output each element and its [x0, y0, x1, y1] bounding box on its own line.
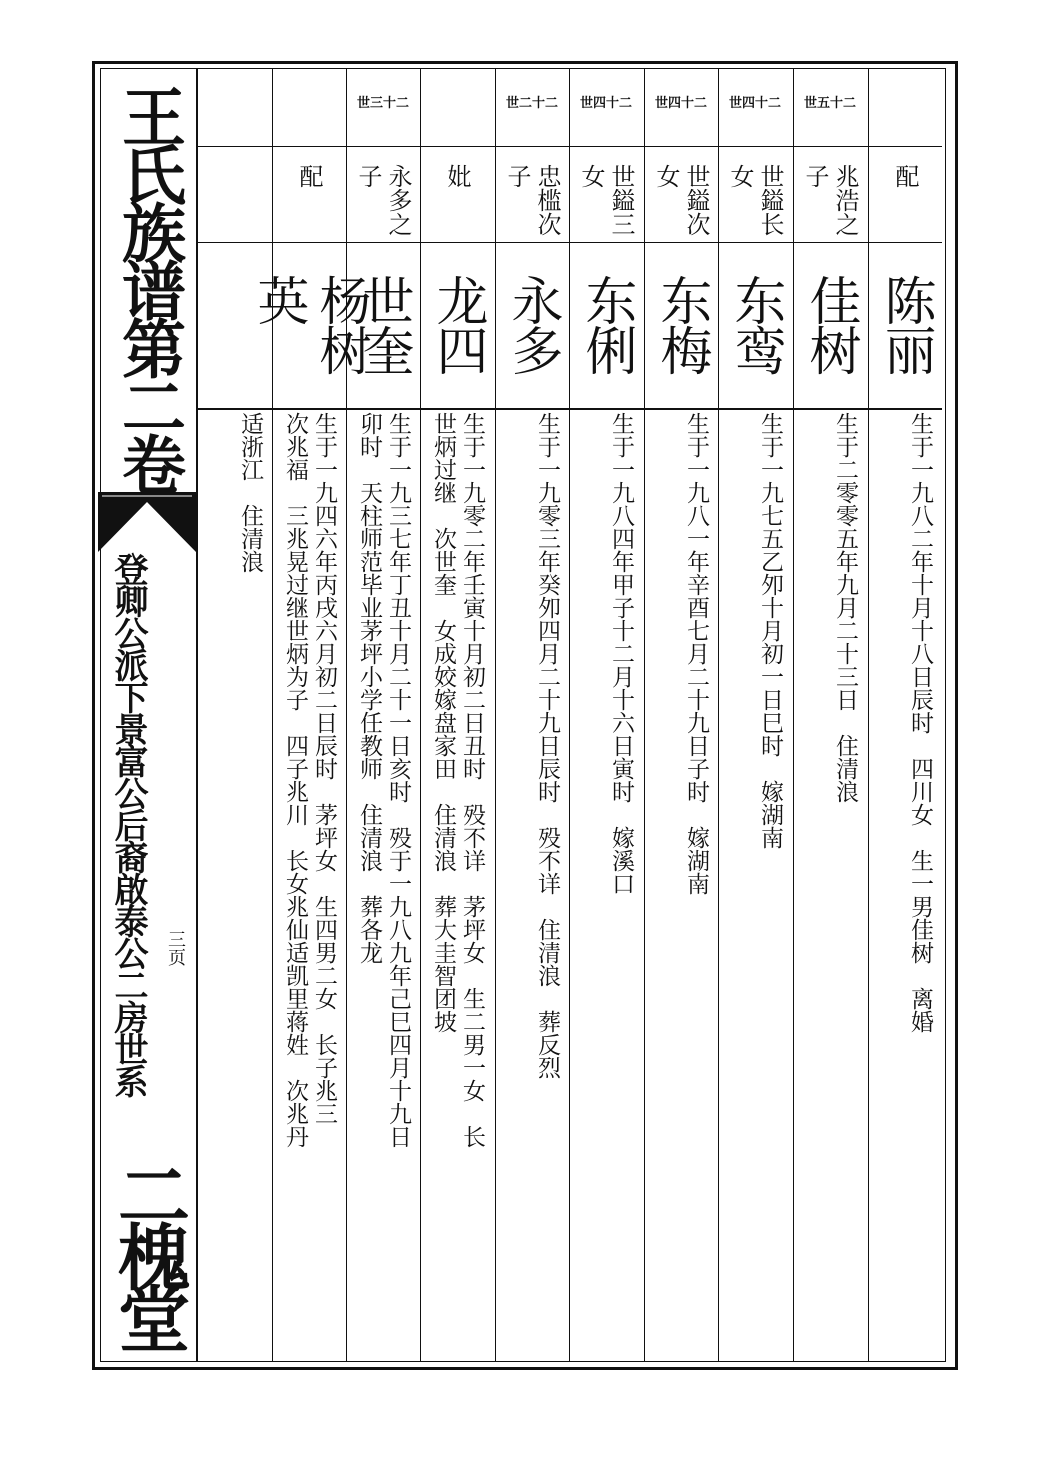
relation-label: 配	[891, 164, 919, 188]
member-column	[495, 68, 569, 1362]
name-cell	[868, 274, 942, 408]
member-name: 世奎	[353, 274, 413, 374]
member-name: 东俐	[576, 274, 636, 374]
lineage-heading: 登卿公派下景富公后裔啟泰公二房世系	[108, 552, 148, 1096]
relation-label: 世鎰三女	[577, 164, 635, 236]
member-column	[793, 68, 867, 1362]
member-name: 佳树	[800, 274, 860, 374]
member-biography: 生于一九七五乙夘十月初一日巳时 嫁湖南	[757, 412, 783, 849]
member-column	[420, 68, 494, 1362]
member-column	[569, 68, 643, 1362]
genealogy-table	[198, 68, 942, 1362]
name-cell	[644, 274, 718, 408]
member-biography: 生于一九零二年壬寅十月初二日丑时 殁不详 茅坪女 生二男一女 长 世炳过继 次世奎 女成姣嫁盘家田 住清浪 葬大圭智团坡	[430, 412, 485, 1148]
name-cell	[346, 274, 420, 408]
member-biography: 生于一九四六年丙戌六月初二日辰时 茅坪女 生四男二女 长子兆三 次兆福 三兆晃过继世炳为子 四子兆川 长女兆仙适凯里蒋姓 次兆丹	[282, 412, 337, 1148]
relation-cell	[198, 164, 272, 244]
generation-label: 世四十二	[728, 96, 781, 111]
member-name: 陈丽	[875, 274, 935, 374]
relation-label: 配	[295, 164, 323, 188]
name-cell	[495, 274, 569, 408]
relation-label: 兆浩之子	[801, 164, 859, 236]
relation-cell	[793, 164, 867, 244]
member-column	[198, 68, 272, 1362]
member-name: 东鸾	[725, 274, 785, 374]
relation-label: 世鎰长女	[726, 164, 784, 236]
member-biography: 生于二零零五年九月二十三日 住清浪	[832, 412, 858, 803]
member-column	[868, 68, 942, 1362]
member-name: 东梅	[651, 274, 711, 374]
relation-cell	[569, 164, 643, 244]
generation-label: 世五十二	[803, 96, 856, 111]
relation-cell	[868, 164, 942, 244]
name-cell	[793, 274, 867, 408]
name-cell	[569, 274, 643, 408]
member-biography: 生于一九零三年癸夘四月二十九日辰时 殁不详 住清浪 葬反烈	[534, 412, 560, 1079]
member-column	[718, 68, 792, 1362]
relation-label: 永多之子	[354, 164, 412, 236]
generation-label: 世四十二	[579, 96, 632, 111]
name-cell	[718, 274, 792, 408]
generation-label: 世三十二	[356, 96, 409, 111]
member-biography: 生于一九三七年丁丑十月二十一日亥时 殁于一九八九年己巳四月十九日 卯时 天柱师范毕业茅坪小学任教师 住清浪 葬各龙	[356, 412, 411, 1148]
member-biography: 生于一九八二年十月十八日辰时 四川女 生一男佳树 离婚	[907, 412, 933, 1033]
fish-tail-ornament	[98, 492, 196, 552]
relation-cell	[272, 164, 346, 244]
name-cell	[248, 274, 370, 408]
member-biography: 适浙江 住清浪	[237, 412, 263, 573]
book-title: 王氏族谱第二卷	[111, 84, 186, 490]
generation-label: 世二十二	[505, 96, 558, 111]
member-biography: 生于一九八四年甲子十二月十六日寅时 嫁溪口	[608, 412, 634, 895]
member-name: 杨树英	[248, 274, 370, 374]
member-name: 永多	[502, 274, 562, 374]
hall-name: 二槐堂	[106, 1158, 191, 1344]
member-column	[644, 68, 718, 1362]
name-cell	[420, 274, 494, 408]
relation-cell	[718, 164, 792, 244]
relation-label: 忠槛次子	[503, 164, 561, 236]
generation-label: 世四十二	[654, 96, 707, 111]
member-name: 龙四	[427, 274, 487, 374]
relation-label: 妣	[443, 164, 471, 188]
relation-cell	[346, 164, 420, 244]
page-number: 三页	[165, 930, 186, 966]
relation-cell	[420, 164, 494, 244]
relation-cell	[644, 164, 718, 244]
member-column	[346, 68, 420, 1362]
relation-cell	[495, 164, 569, 244]
relation-label: 世鎰次女	[652, 164, 710, 236]
member-biography: 生于一九八一年辛酉七月二十九日子时 嫁湖南	[683, 412, 709, 895]
